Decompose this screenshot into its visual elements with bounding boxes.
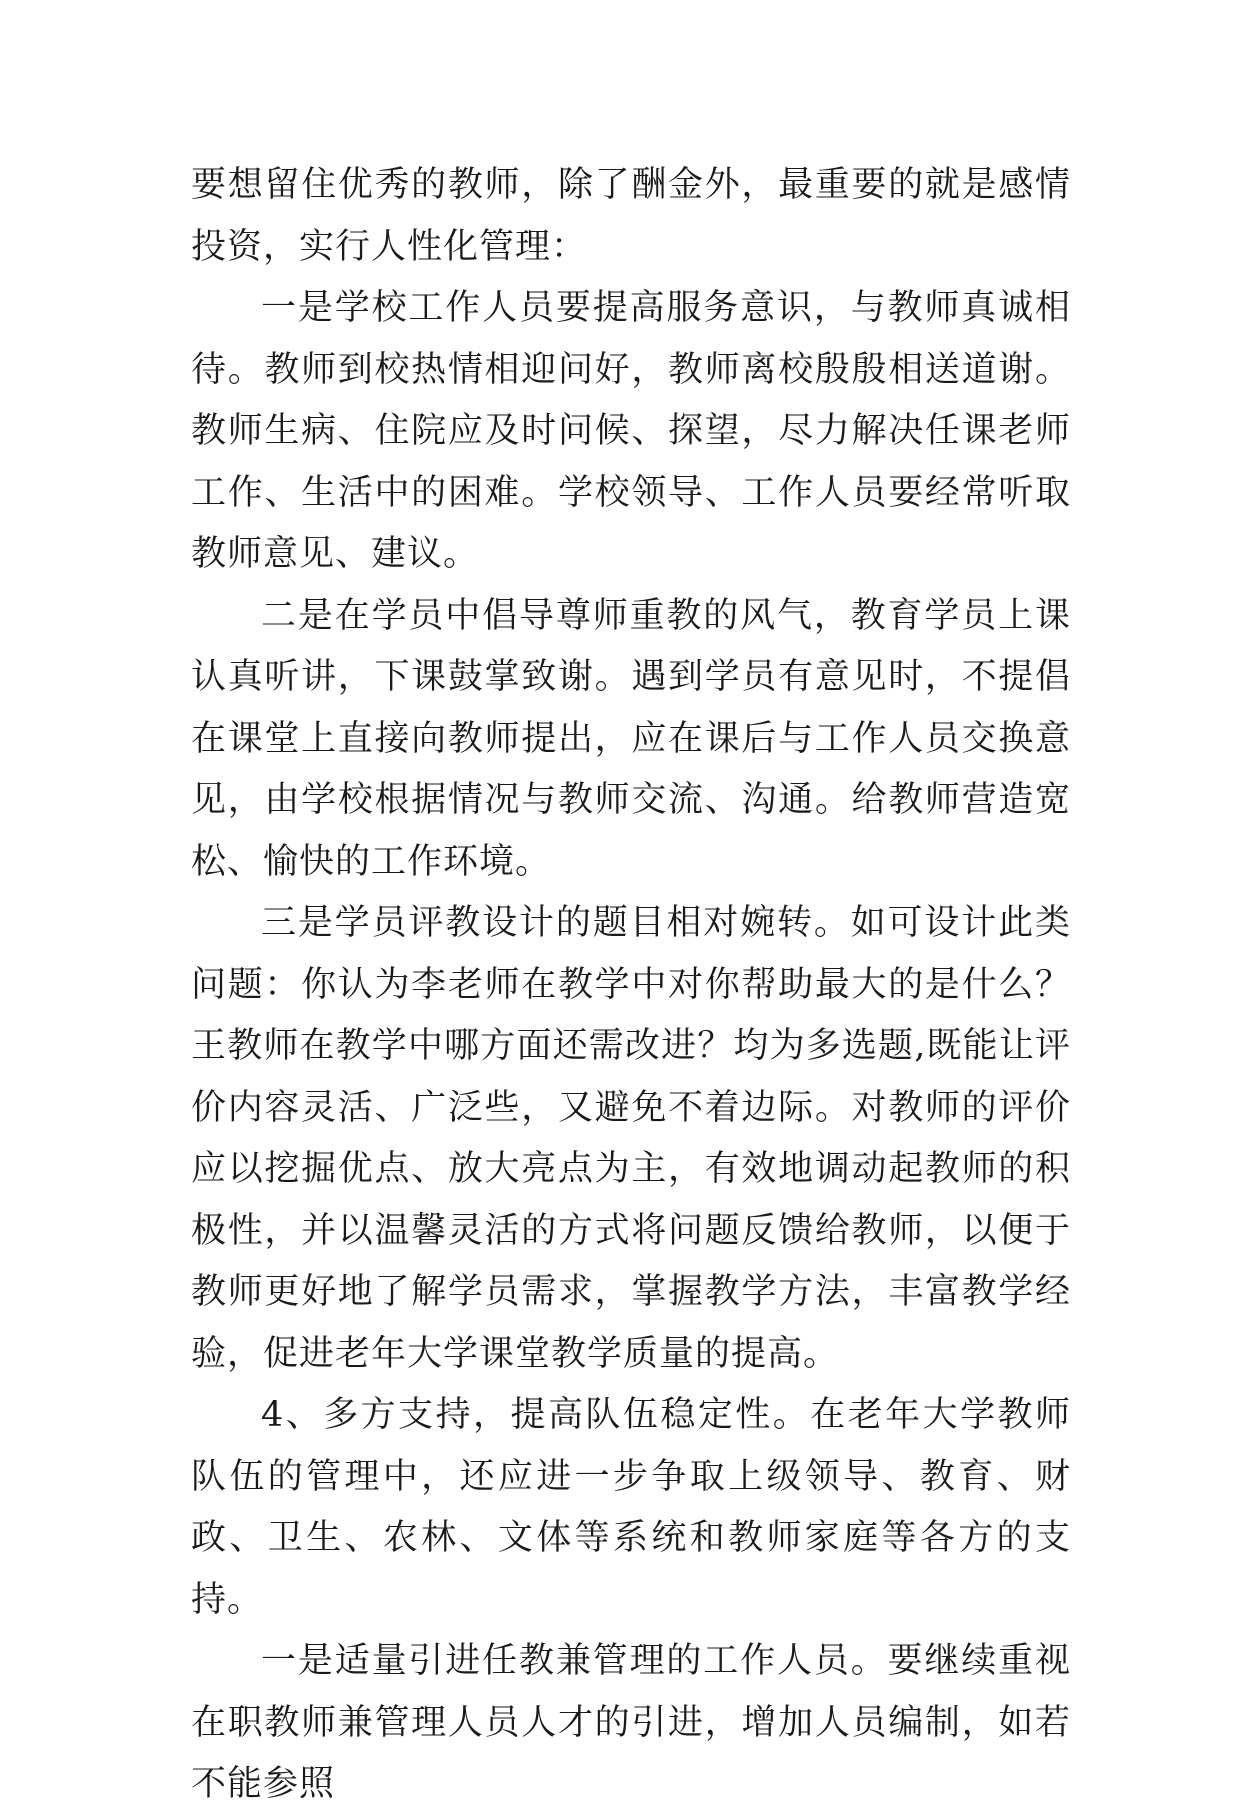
document-body: [191, 155, 1071, 1816]
paragraph-1: 要想留住优秀的教师，除了酬金外，最重要的就是感情投资，实行人性化管理：: [191, 165, 1071, 267]
paragraph-4: 三是学员评教设计的题目相对婉转。如可设计此类问题：你认为李老师在教学中对你帮助最大的是什么？王教师在教学中哪方面还需改进？均为多选题,既能让评价内容灵活、广泛些，又避免不着边际。对教师的评价应以挖掘优点、放大亮点为主，有效地调动起教师的积极性，并以温馨灵活的方式将问题反馈给教师，以便于教师更好地了解学员需求，掌握教学方法，丰富教学经验，促进老年大学课堂教学质量的提高。: [191, 903, 1071, 1374]
paragraph-3: 二是在学员中倡导尊师重教的风气，教育学员上课认真听讲，下课鼓掌致谢。遇到学员有意见时，不提倡在课堂上直接向教师提出，应在课后与工作人员交换意见，由学校根据情况与教师交流、沟通。给教师营造宽松、愉快的工作环境。: [191, 595, 1071, 882]
paragraph-6: 一是适量引进任教兼管理的工作人员。要继续重视在职教师兼管理人员人才的引进，增加人员编制，如若不能参照: [191, 1641, 1071, 1804]
paragraph-5: 4、多方支持，提高队伍稳定性。在老年大学教师队伍的管理中，还应进一步争取上级领导、教育、财政、卫生、农林、文体等系统和教师家庭等各方的支持。: [191, 1395, 1071, 1620]
paragraph-2: 一是学校工作人员要提高服务意识，与教师真诚相待。教师到校热情相迎问好，教师离校殷殷相送道谢。教师生病、住院应及时问候、探望，尽力解决任课老师工作、生活中的困难。学校领导、工作人员要经常听取教师意见、建议。: [191, 288, 1071, 574]
